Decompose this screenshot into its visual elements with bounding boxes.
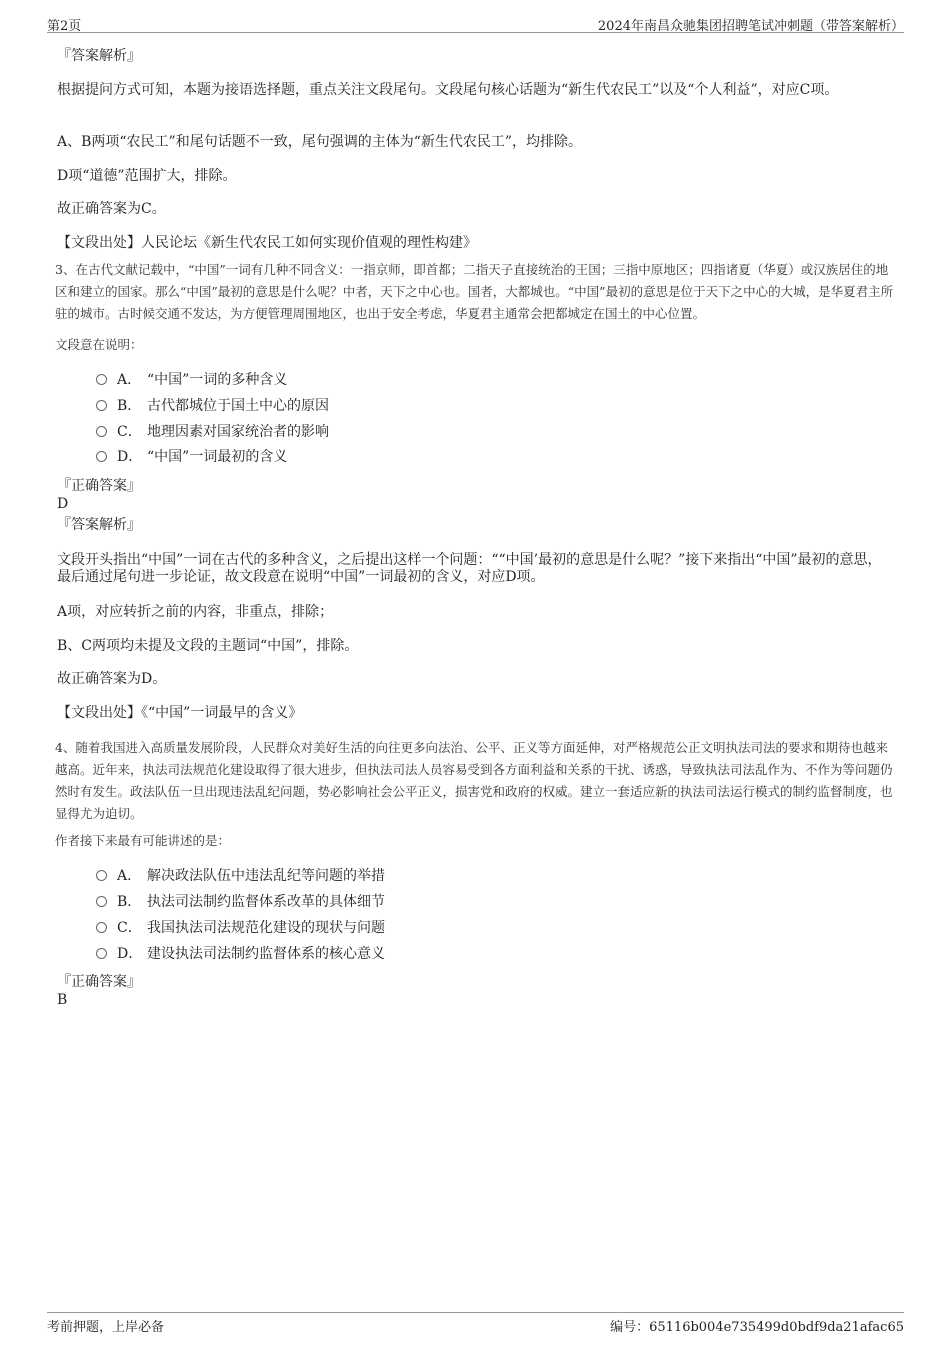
radio-icon[interactable] [96, 451, 107, 462]
question-4-option-a[interactable]: A． 解决政法队伍中违法乱纪等问题的举措 [96, 866, 385, 886]
radio-icon[interactable] [96, 948, 107, 959]
question-3-option-d[interactable]: D． “中国”一词最初的含义 [96, 447, 287, 467]
analysis-paragraph: A、B两项“农民工”和尾句话题不一致，尾句强调的主体为“新生代农民工”，均排除。 [57, 134, 583, 150]
question-4-option-c[interactable]: C． 我国执法司法规范化建设的现状与问题 [96, 918, 385, 938]
page-header [47, 12, 904, 33]
question-3-option-a[interactable]: A． “中国”一词的多种含义 [96, 370, 287, 390]
correct-answer: B [57, 992, 68, 1008]
document-title: 2024年南昌众驰集团招聘笔试冲刺题（带答案解析） [597, 19, 904, 34]
question-3-option-b[interactable]: B． 古代都城位于国土中心的原因 [96, 396, 329, 416]
analysis-paragraph: A项，对应转折之前的内容，非重点，排除； [57, 604, 334, 620]
question-3-prompt: 文段意在说明： [55, 337, 143, 352]
radio-icon[interactable] [96, 400, 107, 411]
correct-answer-label: 『正确答案』 [57, 974, 141, 990]
analysis-conclusion: 故正确答案为D。 [57, 671, 167, 687]
document-id: 编号：65116b004e735499d0bdf9da21afac65 [610, 1320, 904, 1335]
question-4-option-b[interactable]: B． 执法司法制约监督体系改革的具体细节 [96, 892, 385, 912]
page-number: 第2页 [47, 19, 82, 34]
source-citation: 【文段出处】《“中国”一词最早的含义》 [57, 705, 303, 721]
analysis-label: 『答案解析』 [57, 517, 141, 533]
analysis-paragraph: D项“道德”范围扩大，排除。 [57, 168, 237, 184]
correct-answer-label: 『正确答案』 [57, 478, 141, 494]
radio-icon[interactable] [96, 922, 107, 933]
question-4-prompt: 作者接下来最有可能讲述的是： [55, 833, 231, 848]
question-4-stem: 4、随着我国进入高质量发展阶段，人民群众对美好生活的向往更多向法治、公平、正义等方面延伸，对严格规范公正文明执法司法的要求和期待也越来越高。近年来，执法司法规范化建设取得了很大进步，但执法司法人员容易受到各方面利益和关系的干扰、诱惑，导致执法司法乱作为、不作为等问题仍然时有发生。政法队伍一旦出现违法乱纪问题，势必影响社会公平正义，损害党和政府的权威。建立一套适应新的执法司法运行模式的制约监督制度，也显得尤为迫切。 [55, 740, 893, 821]
analysis-label: 『答案解析』 [57, 48, 141, 64]
footer-slogan: 考前押题，上岸必备 [47, 1320, 165, 1335]
analysis-paragraph: B、C两项均未提及文段的主题词“中国”，排除。 [57, 638, 359, 654]
radio-icon[interactable] [96, 426, 107, 437]
radio-icon[interactable] [96, 374, 107, 385]
question-4-option-d[interactable]: D． 建设执法司法制约监督体系的核心意义 [96, 944, 385, 964]
analysis-paragraph: 根据提问方式可知，本题为接语选择题，重点关注文段尾句。文段尾句核心话题为“新生代农民工”以及“个人利益”，对应C项。 [57, 82, 839, 98]
question-3-stem: 3、在古代文献记载中，“中国”一词有几种不同含义：一指京师，即首都；二指天子直接统治的王国；三指中原地区；四指诸夏（华夏）或汉族居住的地区和建立的国家。那么“中国”最初的意思是什么呢？中者，天下之中心也。国者，大都城也。“中国”最初的意思是位于天下之中心的大城，是华夏君主所驻的城市。古时候交通不发达，为方便管理周围地区，也出于安全考虑，华夏君主通常会把都城定在国土的中心位置。 [55, 262, 894, 321]
radio-icon[interactable] [96, 870, 107, 881]
radio-icon[interactable] [96, 896, 107, 907]
analysis-paragraph: 文段开头指出“中国”一词在古代的多种含义，之后提出这样一个问题：““中国’最初的意思是什么呢？”接下来指出“中国”最初的意思，最后通过尾句进一步论证，故文段意在说明“中国”一词最初的含义，对应D项。 [57, 552, 882, 585]
source-citation: 【文段出处】人民论坛《新生代农民工如何实现价值观的理性构建》 [57, 235, 477, 251]
question-3-option-c[interactable]: C． 地理因素对国家统治者的影响 [96, 422, 329, 442]
page-footer [47, 1312, 904, 1335]
correct-answer: D [57, 496, 69, 512]
analysis-conclusion: 故正确答案为C。 [57, 201, 166, 217]
